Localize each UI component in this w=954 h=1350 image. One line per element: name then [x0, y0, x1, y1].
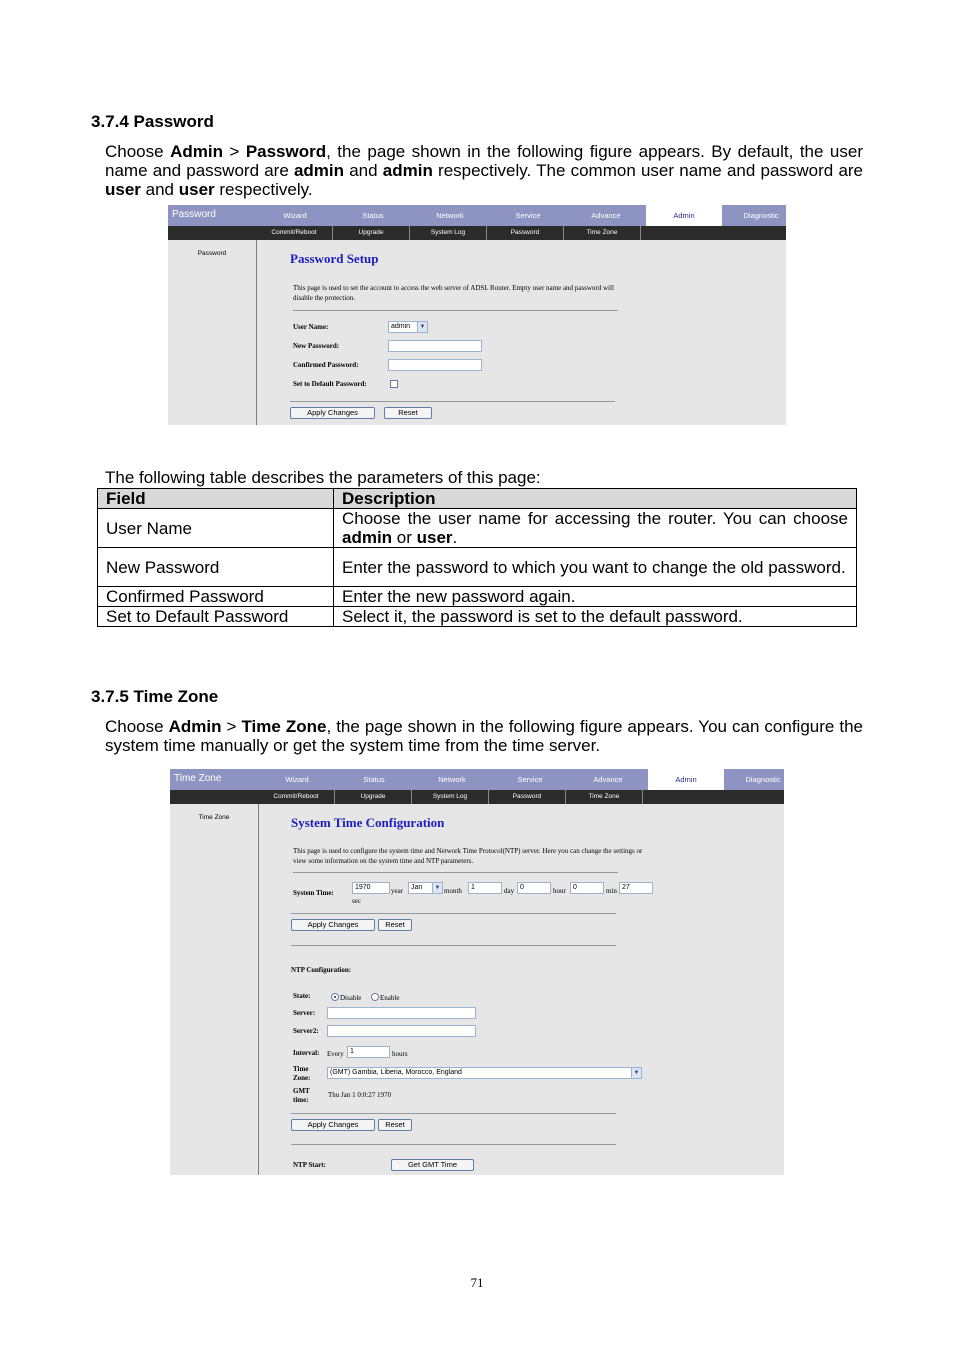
left-nav-item-password[interactable]: Password [197, 250, 227, 257]
day-unit: day [504, 887, 515, 895]
page-description: This page is used to set the account to access the web server of ADSL Router. Empty user name and password will disable the protection. [293, 284, 614, 302]
subtab-upgrade[interactable]: Upgrade [335, 790, 412, 804]
min-input[interactable]: 0 [570, 882, 604, 894]
page-number: 71 [470, 1275, 484, 1290]
table-row [98, 607, 857, 627]
subtab-password[interactable]: Password [487, 226, 564, 240]
tab-status[interactable]: Status [363, 775, 385, 784]
system-time-label: System Time: [293, 889, 334, 897]
disable-label: Disable [340, 994, 362, 1002]
left-nav [170, 804, 259, 1175]
default-password-label: Set to Default Password: [293, 380, 367, 388]
page-title: Password Setup [290, 251, 379, 266]
month-unit: month [444, 887, 462, 895]
table-row [98, 509, 857, 548]
interval-label: Interval: [293, 1049, 320, 1057]
default-password-checkbox[interactable] [390, 380, 398, 388]
year-unit: year [391, 887, 404, 895]
tab-admin[interactable]: Admin [646, 205, 722, 226]
sec-input[interactable]: 27 [619, 882, 653, 894]
subtab-time-zone[interactable]: Time Zone [564, 226, 641, 240]
reset-button-ntp[interactable]: Reset [378, 1119, 412, 1131]
tab-service[interactable]: Service [517, 775, 543, 784]
apply-changes-button[interactable]: Apply Changes [291, 919, 375, 931]
system-time-screenshot [170, 769, 784, 1175]
table-cell-description: Enter the new password again. [334, 587, 857, 607]
reset-button[interactable]: Reset [378, 919, 412, 931]
month-select[interactable] [408, 882, 443, 894]
subtab-commit-reboot[interactable]: Commit/Reboot [258, 790, 335, 804]
page-title: System Time Configuration [291, 815, 445, 830]
user-name-select-value: admin [391, 323, 411, 330]
server-label: Server: [293, 1009, 316, 1017]
divider [290, 401, 615, 402]
time-zone-select[interactable] [327, 1067, 642, 1079]
left-nav [168, 240, 257, 425]
divider [291, 1144, 616, 1145]
get-gmt-time-button[interactable]: Get GMT Time [391, 1159, 474, 1171]
sub-nav-bar [170, 790, 784, 804]
tab-advance[interactable]: Advance [593, 775, 623, 784]
day-input[interactable]: 1 [468, 882, 502, 894]
subtab-upgrade[interactable]: Upgrade [333, 226, 410, 240]
page-description: This page is used to configure the system time and Network Time Protocol(NTP) server. Here you can change the settings or view some information on the system time and NTP parameters. [293, 847, 643, 865]
table-cell-description: Select it, the password is set to the default password. [334, 607, 857, 627]
divider [291, 945, 616, 946]
year-input[interactable]: 1970 [352, 882, 390, 894]
user-name-label: User Name: [293, 323, 329, 331]
enable-radio[interactable] [371, 993, 379, 1001]
subtab-system-log[interactable]: System Log [412, 790, 489, 804]
tab-service[interactable]: Service [515, 211, 541, 220]
tab-diagnostic[interactable]: Diagnostic [745, 775, 781, 784]
divider [293, 310, 618, 311]
tab-wizard[interactable]: Wizard [285, 775, 309, 784]
table-header-description: Description [334, 489, 857, 509]
divider [291, 913, 616, 914]
server-input[interactable] [327, 1007, 476, 1019]
reset-button[interactable]: Reset [384, 407, 432, 419]
hour-unit: hour [553, 887, 566, 895]
left-nav-item-time-zone[interactable]: Time Zone [198, 814, 230, 821]
section-heading-time-zone: 3.7.5 Time Zone [91, 687, 219, 706]
subtab-time-zone[interactable]: Time Zone [566, 790, 643, 804]
user-name-select[interactable] [388, 321, 428, 333]
time-zone-label: Time Zone: [293, 1065, 311, 1082]
tab-advance[interactable]: Advance [591, 211, 621, 220]
parameters-table [97, 488, 857, 627]
ntp-start-label: NTP Start: [293, 1161, 326, 1169]
tab-network[interactable]: Network [438, 775, 466, 784]
table-intro: The following table describes the parameters of this page: [105, 468, 541, 487]
hours-label: hours [392, 1050, 408, 1058]
top-nav-bar [170, 769, 784, 790]
sec-unit: sec [352, 897, 361, 905]
top-nav-title: Time Zone [174, 773, 222, 784]
table-cell-field: Confirmed Password [98, 587, 334, 607]
ntp-configuration-label: NTP Configuration: [291, 966, 352, 974]
confirmed-password-label: Confirmed Password: [293, 361, 359, 369]
tab-network[interactable]: Network [436, 211, 464, 220]
table-row [98, 587, 857, 607]
time-zone-intro-paragraph: Choose Admin > Time Zone, the page shown in the following figure appears. You can configure the system time manually or get the system time from the time server. [105, 717, 864, 755]
table-cell-field: User Name [98, 509, 334, 548]
chevron-down-icon: ▼ [631, 1068, 641, 1078]
password-intro-paragraph: Choose Admin > Password, the page shown in the following figure appears. By default, the user name and password are admin and admin respectively. The common user name and password are user and user respectively. [105, 142, 864, 199]
section-heading-password: 3.7.4 Password [91, 112, 214, 131]
time-zone-select-value: (GMT) Gambia, Liberia, Morocco, England [330, 1069, 462, 1076]
enable-label: Enable [380, 994, 400, 1002]
server2-input[interactable] [327, 1025, 476, 1037]
confirmed-password-input[interactable] [388, 359, 482, 371]
table-cell-description: Enter the password to which you want to change the old password. [334, 548, 857, 587]
subtab-password[interactable]: Password [489, 790, 566, 804]
apply-changes-button-ntp[interactable]: Apply Changes [291, 1119, 375, 1131]
month-select-value: Jan [411, 884, 423, 891]
state-label: State: [293, 992, 311, 1000]
server2-label: Server2: [293, 1027, 319, 1035]
table-cell-description: Choose the user name for accessing the router. You can choose admin or user. [334, 509, 857, 548]
table-cell-field: Set to Default Password [98, 607, 334, 627]
divider [291, 1113, 616, 1114]
new-password-label: New Password: [293, 342, 340, 350]
chevron-down-icon: ▼ [432, 883, 442, 893]
hour-input[interactable]: 0 [517, 882, 551, 894]
table-header-field: Field [98, 489, 334, 509]
tab-status[interactable]: Status [362, 211, 384, 220]
sub-nav-bar [168, 226, 786, 240]
gmt-time-label: GMT time: [293, 1087, 310, 1104]
tab-diagnostic[interactable]: Diagnostic [743, 211, 779, 220]
table-row [98, 548, 857, 587]
interval-input[interactable]: 1 [347, 1046, 390, 1058]
subtab-commit-reboot[interactable]: Commit/Reboot [256, 226, 333, 240]
chevron-down-icon: ▼ [417, 322, 427, 332]
new-password-input[interactable] [388, 340, 482, 352]
every-label: Every [327, 1050, 344, 1058]
tab-admin[interactable]: Admin [648, 769, 724, 790]
apply-changes-button[interactable]: Apply Changes [290, 407, 375, 419]
table-cell-field: New Password [98, 548, 334, 587]
top-nav-bar [168, 205, 786, 226]
password-setup-screenshot [168, 205, 786, 425]
min-unit: min [606, 887, 617, 895]
top-nav-title: Password [172, 209, 216, 220]
divider [293, 872, 618, 873]
subtab-system-log[interactable]: System Log [410, 226, 487, 240]
tab-wizard[interactable]: Wizard [283, 211, 307, 220]
gmt-time-value: Thu Jan 1 0:0:27 1970 [328, 1091, 391, 1099]
disable-radio[interactable] [331, 993, 339, 1001]
